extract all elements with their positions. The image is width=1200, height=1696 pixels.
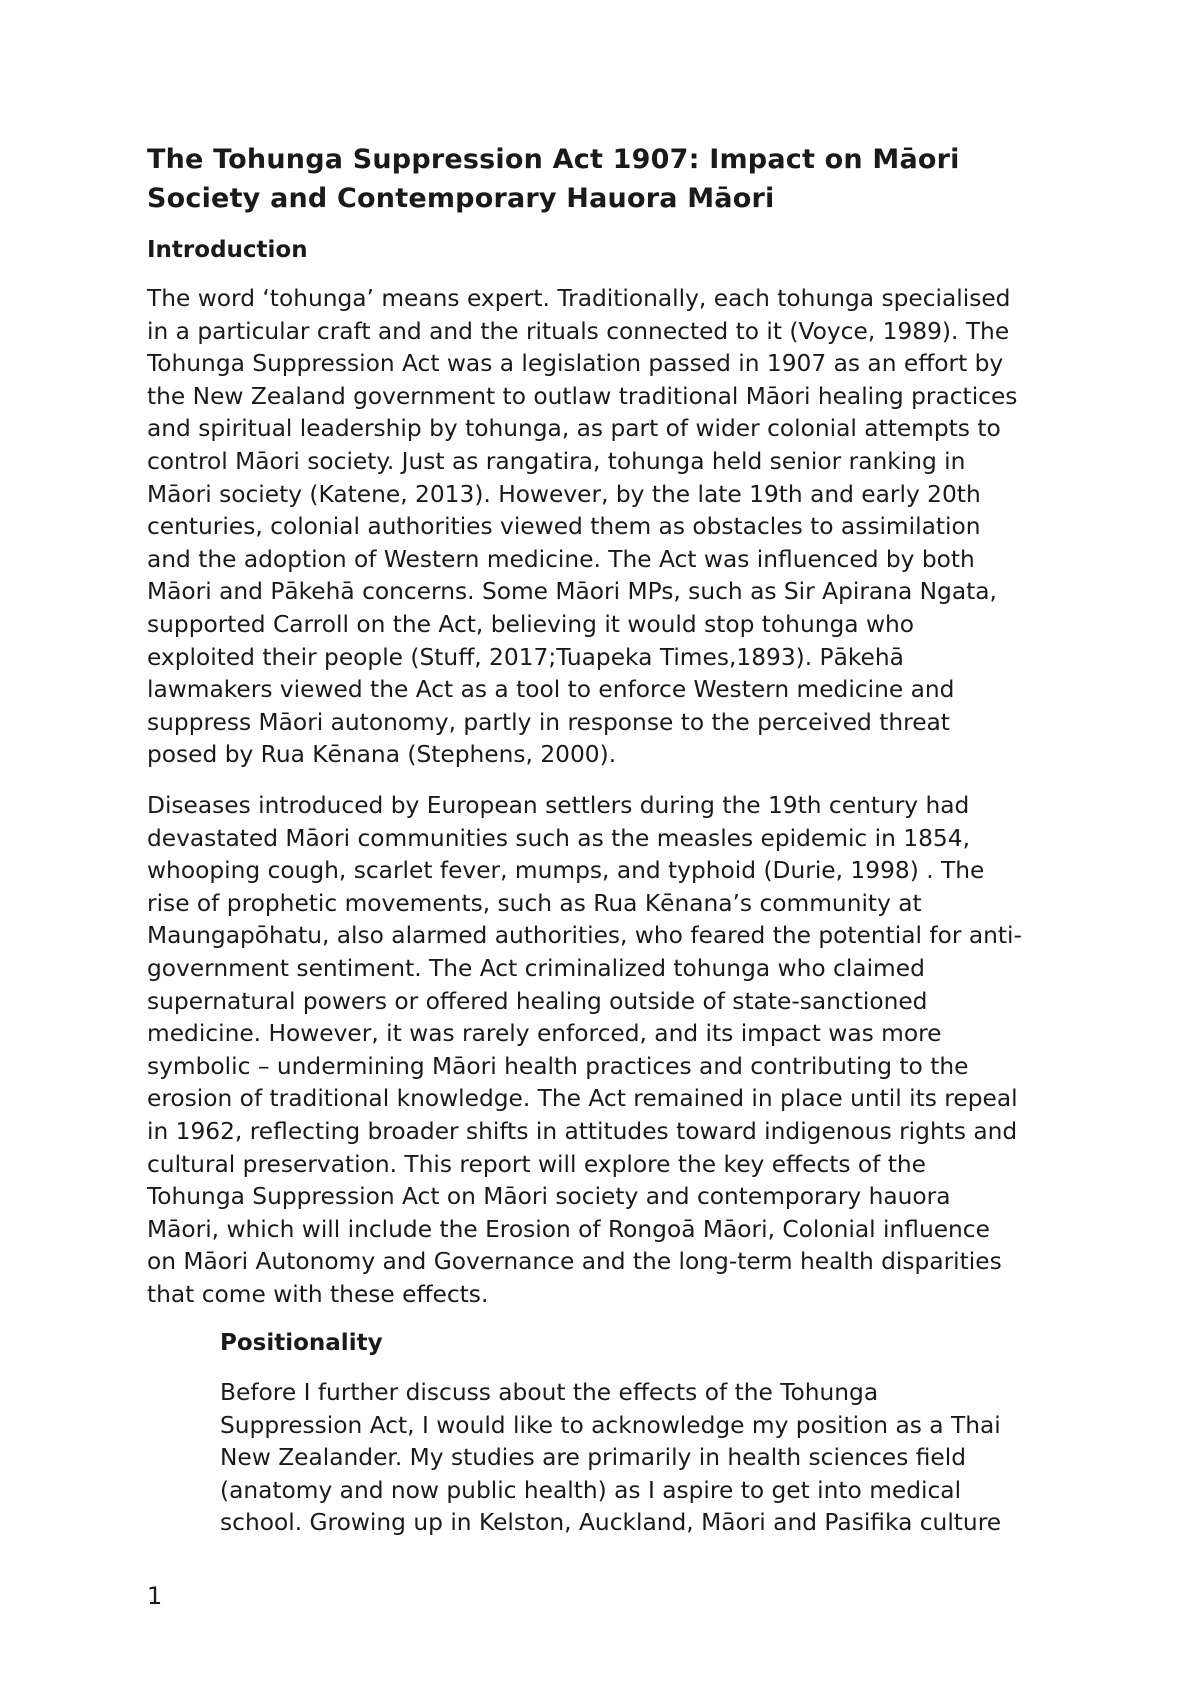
text-line: Māori and Pākehā concerns. Some Māori MPs, such as Sir Apirana Ngata, bbox=[147, 578, 997, 606]
positionality-paragraph bbox=[220, 1377, 1080, 1540]
text-line: lawmakers viewed the Act as a tool to enforce Western medicine and bbox=[147, 676, 955, 704]
text-line: rise of prophetic movements, such as Rua Kēnana’s community at bbox=[147, 889, 922, 917]
text-line: on Māori Autonomy and Governance and the long-term health disparities bbox=[147, 1248, 1002, 1276]
positionality-heading: Positionality bbox=[220, 1330, 383, 1356]
title-line: Society and Contemporary Hauora Māori bbox=[147, 183, 775, 214]
text-line: supernatural powers or offered healing outside of state-sanctioned bbox=[147, 987, 928, 1015]
text-line: Tohunga Suppression Act on Māori society and contemporary hauora bbox=[147, 1183, 951, 1211]
text-line: Tohunga Suppression Act was a legislation passed in 1907 as an effort by bbox=[147, 350, 1004, 378]
text-line: Suppression Act, I would like to acknowledge my position as a Thai bbox=[220, 1411, 1001, 1439]
text-line: cultural preservation. This report will explore the key effects of the bbox=[147, 1150, 927, 1178]
text-line: Māori society (Katene, 2013). However, by the late 19th and early 20th bbox=[147, 480, 981, 508]
text-line: control Māori society. Just as rangatira, tohunga held senior ranking in bbox=[147, 447, 966, 475]
text-line: government sentiment. The Act criminalized tohunga who claimed bbox=[147, 954, 925, 982]
text-line: The word ‘tohunga’ means expert. Traditionally, each tohunga specialised bbox=[147, 285, 1011, 312]
text-line: New Zealander. My studies are primarily in health sciences field bbox=[220, 1444, 967, 1472]
text-line: Diseases introduced by European settlers during the 19th century had bbox=[147, 792, 970, 819]
text-line: Before I further discuss about the effects of the Tohunga bbox=[220, 1379, 879, 1406]
introduction-paragraph-2 bbox=[147, 790, 1077, 1312]
title-line: The Tohunga Suppression Act 1907: Impact on Māori bbox=[147, 144, 960, 175]
text-line: that come with these effects. bbox=[147, 1280, 489, 1308]
text-line: Māori, which will include the Erosion of Rongoā Māori, Colonial influence bbox=[147, 1215, 990, 1243]
text-line: symbolic – undermining Māori health practices and contributing to the bbox=[147, 1052, 969, 1080]
text-line: supported Carroll on the Act, believing it would stop tohunga who bbox=[147, 610, 915, 638]
text-line: and the adoption of Western medicine. The Act was influenced by both bbox=[147, 545, 975, 573]
page-number: 1 bbox=[147, 1582, 163, 1610]
text-line: and spiritual leadership by tohunga, as part of wider colonial attempts to bbox=[147, 415, 1001, 443]
text-line: devastated Māori communities such as the measles epidemic in 1854, bbox=[147, 824, 970, 852]
text-line: (anatomy and now public health) as I aspire to get into medical bbox=[220, 1476, 962, 1504]
text-line: erosion of traditional knowledge. The Act remained in place until its repeal bbox=[147, 1085, 1018, 1113]
text-line: the New Zealand government to outlaw traditional Māori healing practices bbox=[147, 382, 1018, 410]
text-line: in a particular craft and and the rituals connected to it (Voyce, 1989). The bbox=[147, 317, 1010, 345]
text-line: suppress Māori autonomy, partly in response to the perceived threat bbox=[147, 708, 950, 736]
text-line: whooping cough, scarlet fever, mumps, and typhoid (Durie, 1998) . The bbox=[147, 857, 985, 885]
text-line: in 1962, reflecting broader shifts in attitudes toward indigenous rights and bbox=[147, 1117, 1018, 1145]
text-line: centuries, colonial authorities viewed them as obstacles to assimilation bbox=[147, 513, 981, 541]
text-line: exploited their people (Stuff, 2017;Tuapeka Times,1893). Pākehā bbox=[147, 643, 904, 671]
introduction-paragraph-1 bbox=[147, 283, 1077, 772]
introduction-heading: Introduction bbox=[147, 237, 308, 263]
document-title bbox=[147, 140, 1077, 218]
text-line: school. Growing up in Kelston, Auckland, Māori and Pasifika culture bbox=[220, 1509, 1002, 1537]
text-line: posed by Rua Kēnana (Stephens, 2000). bbox=[147, 741, 617, 769]
text-line: Maungapōhatu, also alarmed authorities, who feared the potential for anti- bbox=[147, 922, 1022, 950]
text-line: medicine. However, it was rarely enforced, and its impact was more bbox=[147, 1020, 942, 1048]
